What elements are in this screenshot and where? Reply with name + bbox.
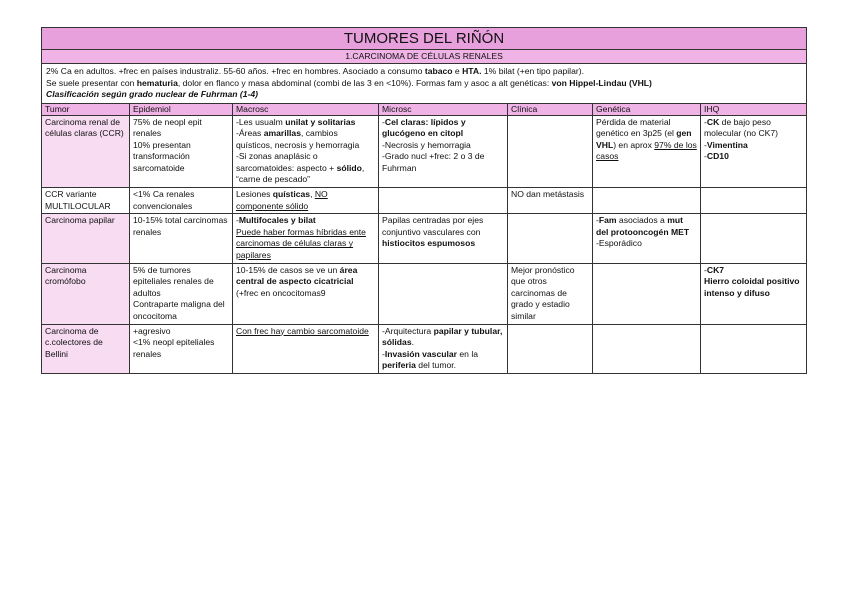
genetica-cell <box>593 263 701 324</box>
tumor-cell: Carcinoma papilar <box>42 214 130 263</box>
column-header: Tumor <box>42 103 130 115</box>
tumor-cell: Carcinoma renal de células claras (CCR) <box>42 115 130 188</box>
genetica-cell <box>593 188 701 214</box>
column-header: IHQ <box>701 103 807 115</box>
table-row <box>42 263 807 324</box>
table-row <box>42 188 807 214</box>
ihq-cell <box>701 214 807 263</box>
clinica-cell <box>508 115 593 188</box>
epidemiol-cell: 75% de neopl epit renales 10% presentan transformación sarcomatoide <box>130 115 233 188</box>
clinica-cell: Mejor pronóstico que otros carcinomas de grado y estadio similar <box>508 263 593 324</box>
intro-line-1: 2% Ca en adultos. +frec en países industraliz. 55-60 años. +frec en hombres. Asociado a consumo tabaco e HTA. 1% bilat (+en tipo papilar). <box>46 66 584 76</box>
tumores-table <box>41 27 807 374</box>
tumor-cell: CCR variante MULTILOCULAR <box>42 188 130 214</box>
intro-line-2: Se suele presentar con hematuria, dolor en flanco y masa abdominal (combi de las 3 en <10%). Formas fam y asoc a alt genéticas: von Hippel-Lindau (VHL) <box>46 77 652 88</box>
page-title: TUMORES DEL RIÑÓN <box>42 28 807 50</box>
ihq-cell: -CK7 Hierro coloidal positivo intenso y difuso <box>701 263 807 324</box>
column-header: Clínica <box>508 103 593 115</box>
table-row <box>42 324 807 373</box>
table-header-row <box>42 103 807 115</box>
document-sheet <box>41 27 806 374</box>
genetica-cell: Pérdida de material genético en 3p25 (el gen VHL) en aprox 97% de los casos <box>593 115 701 188</box>
genetica-cell: -Fam asociados a mut del protooncogén MET -Esporádico <box>593 214 701 263</box>
table-row <box>42 214 807 263</box>
table-row <box>42 115 807 188</box>
microsc-cell <box>379 188 508 214</box>
macrosc-cell: 10-15% de casos se ve un área central de aspecto cicatricial (+frec en oncocitomas9 <box>233 263 379 324</box>
ihq-cell <box>701 324 807 373</box>
microsc-cell: Papilas centradas por ejes conjuntivo vasculares con histiocitos espumosos <box>379 214 508 263</box>
tumor-cell: Carcinoma de c.colectores de Bellini <box>42 324 130 373</box>
column-header: Epidemiol <box>130 103 233 115</box>
clinica-cell <box>508 214 593 263</box>
ihq-cell: -CK de bajo peso molecular (no CK7) -Vimentina -CD10 <box>701 115 807 188</box>
column-header: Genética <box>593 103 701 115</box>
epidemiol-cell: 10-15% total carcinomas renales <box>130 214 233 263</box>
microsc-cell: -Arquitectura papilar y tubular, sólidas. -Invasión vascular en la periferia del tumor. <box>379 324 508 373</box>
tumor-cell: Carcinoma cromófobo <box>42 263 130 324</box>
ihq-cell <box>701 188 807 214</box>
macrosc-cell: Con frec hay cambio sarcomatoide <box>233 324 379 373</box>
clinica-cell: NO dan metástasis <box>508 188 593 214</box>
genetica-cell <box>593 324 701 373</box>
intro-paragraph <box>42 64 807 104</box>
microsc-cell <box>379 263 508 324</box>
macrosc-cell: Lesiones quísticas, NO componente sólido <box>233 188 379 214</box>
epidemiol-cell: +agresivo <1% neopl epiteliales renales <box>130 324 233 373</box>
macrosc-cell: -Multifocales y bilat Puede haber formas híbridas ente carcinomas de células claras y papilares <box>233 214 379 263</box>
column-header: Macrosc <box>233 103 379 115</box>
macrosc-cell: -Les usualm unilat y solitarias -Áreas amarillas, cambios quísticos, necrosis y hemorragia -Si zonas anaplásic o sarcomatoides: aspecto + sólido, “carne de pescado” <box>233 115 379 188</box>
intro-line-3: Clasificación según grado nuclear de Fuhrman (1-4) <box>46 89 259 99</box>
epidemiol-cell: <1% Ca renales convencionales <box>130 188 233 214</box>
column-header: Microsc <box>379 103 508 115</box>
epidemiol-cell: 5% de tumores epiteliales renales de adultos Contraparte maligna del oncocitoma <box>130 263 233 324</box>
microsc-cell: -Cel claras: lípidos y glucógeno en citopl -Necrosis y hemorragia -Grado nucl +frec: 2 o 3 de Fuhrman <box>379 115 508 188</box>
clinica-cell <box>508 324 593 373</box>
section-subtitle: 1.CARCINOMA DE CÉLULAS RENALES <box>42 50 807 64</box>
